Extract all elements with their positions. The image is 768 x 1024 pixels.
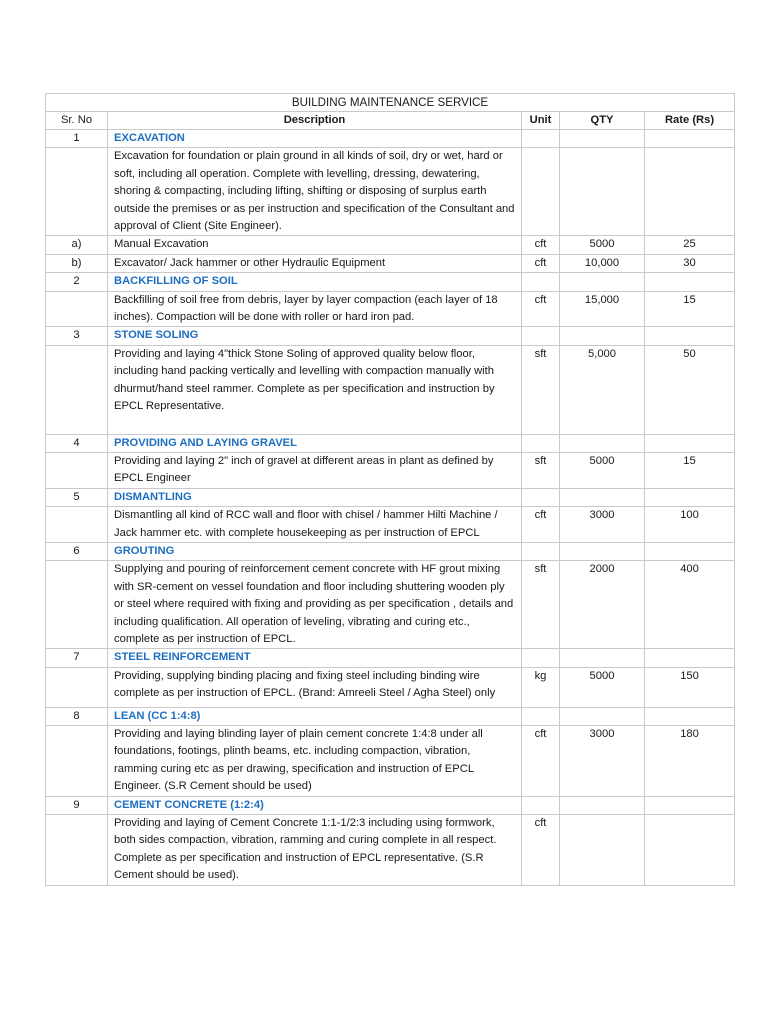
cell-rate <box>645 815 735 886</box>
cell-qty: 10,000 <box>560 254 645 272</box>
section-title: GROUTING <box>108 542 522 560</box>
cell-sr-no: a) <box>46 236 108 254</box>
cell-rate: 50 <box>645 345 735 434</box>
table-title: BUILDING MAINTENANCE SERVICE <box>46 94 735 112</box>
section-row <box>46 434 735 452</box>
cell-sr-no: 8 <box>46 707 108 725</box>
cell-rate <box>645 148 735 236</box>
cell-unit <box>522 130 560 148</box>
cell-sr-no <box>46 507 108 543</box>
cell-unit: cft <box>522 815 560 886</box>
cell-rate <box>645 273 735 291</box>
section-row <box>46 327 735 345</box>
item-row <box>46 254 735 272</box>
cell-qty: 3000 <box>560 507 645 543</box>
item-description: Excavator/ Jack hammer or other Hydraulic Equipment <box>108 254 522 272</box>
item-row <box>46 561 735 649</box>
cell-unit <box>522 707 560 725</box>
section-title: LEAN (CC 1:4:8) <box>108 707 522 725</box>
cell-unit <box>522 434 560 452</box>
rate-sheet <box>45 93 734 886</box>
header-qty: QTY <box>560 112 645 130</box>
section-row <box>46 273 735 291</box>
cell-qty: 5,000 <box>560 345 645 434</box>
cell-sr-no <box>46 815 108 886</box>
cell-sr-no <box>46 148 108 236</box>
cell-rate <box>645 649 735 667</box>
cell-qty <box>560 707 645 725</box>
section-row <box>46 130 735 148</box>
cell-qty <box>560 327 645 345</box>
cell-qty: 3000 <box>560 726 645 797</box>
cell-rate <box>645 434 735 452</box>
header-description: Description <box>108 112 522 130</box>
cell-rate: 180 <box>645 726 735 797</box>
cell-unit: cft <box>522 236 560 254</box>
header-unit: Unit <box>522 112 560 130</box>
cell-rate <box>645 542 735 560</box>
cell-qty <box>560 488 645 506</box>
cell-qty <box>560 649 645 667</box>
section-title: EXCAVATION <box>108 130 522 148</box>
item-description: Providing, supplying binding placing and fixing steel including binding wire complete as per instruction of EPCL. (Brand: Amreeli Steel / Agha Steel) only <box>108 667 522 707</box>
item-description: Providing and laying 2" inch of gravel at different areas in plant as defined by EPCL Engineer <box>108 452 522 488</box>
cell-unit: kg <box>522 667 560 707</box>
cell-rate: 400 <box>645 561 735 649</box>
cell-sr-no: 6 <box>46 542 108 560</box>
cell-unit <box>522 327 560 345</box>
item-description: Manual Excavation <box>108 236 522 254</box>
section-title: BACKFILLING OF SOIL <box>108 273 522 291</box>
cell-sr-no: 2 <box>46 273 108 291</box>
cell-rate: 100 <box>645 507 735 543</box>
cell-sr-no <box>46 291 108 327</box>
section-row <box>46 707 735 725</box>
cell-qty <box>560 542 645 560</box>
item-description: Providing and laying of Cement Concrete 1:1-1/2:3 including using formwork, both sides compaction, vibration, ramming and curing complete in all respect. Complete as per specification and instruction of EPCL representative. (S.R Cement should be used). <box>108 815 522 886</box>
cell-unit <box>522 273 560 291</box>
header-row <box>46 112 735 130</box>
item-row <box>46 236 735 254</box>
section-row <box>46 488 735 506</box>
title-row <box>46 94 735 112</box>
cell-qty <box>560 434 645 452</box>
cell-sr-no: 9 <box>46 796 108 814</box>
cell-rate: 150 <box>645 667 735 707</box>
item-row <box>46 345 735 434</box>
cell-qty: 5000 <box>560 236 645 254</box>
item-row <box>46 667 735 707</box>
item-row <box>46 291 735 327</box>
cell-unit: sft <box>522 345 560 434</box>
cell-sr-no <box>46 452 108 488</box>
cell-rate: 15 <box>645 452 735 488</box>
item-row <box>46 148 735 236</box>
section-title: PROVIDING AND LAYING GRAVEL <box>108 434 522 452</box>
cell-rate <box>645 796 735 814</box>
cell-unit <box>522 649 560 667</box>
cell-unit: cft <box>522 507 560 543</box>
section-row <box>46 796 735 814</box>
section-title: STEEL REINFORCEMENT <box>108 649 522 667</box>
header-sr-no: Sr. No <box>46 112 108 130</box>
cell-unit: sft <box>522 452 560 488</box>
cell-qty <box>560 130 645 148</box>
section-row <box>46 542 735 560</box>
cell-unit: sft <box>522 561 560 649</box>
cell-qty: 2000 <box>560 561 645 649</box>
cell-unit <box>522 148 560 236</box>
cell-qty: 5000 <box>560 452 645 488</box>
cell-sr-no: 5 <box>46 488 108 506</box>
item-description: Backfilling of soil free from debris, layer by layer compaction (each layer of 18 inches). Compaction will be done with roller or hard iron pad. <box>108 291 522 327</box>
cell-rate: 30 <box>645 254 735 272</box>
cell-unit <box>522 542 560 560</box>
cell-sr-no: 4 <box>46 434 108 452</box>
cell-unit: cft <box>522 254 560 272</box>
cell-qty: 5000 <box>560 667 645 707</box>
cell-sr-no: b) <box>46 254 108 272</box>
cell-sr-no <box>46 726 108 797</box>
cell-unit <box>522 488 560 506</box>
cell-rate: 15 <box>645 291 735 327</box>
cell-rate <box>645 327 735 345</box>
cell-qty <box>560 796 645 814</box>
cell-qty <box>560 148 645 236</box>
cell-unit: cft <box>522 291 560 327</box>
cell-sr-no: 3 <box>46 327 108 345</box>
section-row <box>46 649 735 667</box>
item-row <box>46 507 735 543</box>
item-row <box>46 815 735 886</box>
header-rate: Rate (Rs) <box>645 112 735 130</box>
item-description: Providing and laying 4"thick Stone Soling of approved quality below floor, including hand packing vertically and levelling with compaction manually with dhurmut/hand steel rammer. Complete as per specification and instruction by EPCL Representative. <box>108 345 522 434</box>
section-title: CEMENT CONCRETE (1:2:4) <box>108 796 522 814</box>
section-title: STONE SOLING <box>108 327 522 345</box>
item-description: Supplying and pouring of reinforcement cement concrete with HF grout mixing with SR-cement on vessel foundation and floor including shuttering wooden ply or steel where required with fixing and providing as per specification , details and including qualification. All operation of leveling, vibrating and curing etc., complete as per instruction of EPCL. <box>108 561 522 649</box>
item-row <box>46 452 735 488</box>
cell-rate <box>645 130 735 148</box>
cell-sr-no: 1 <box>46 130 108 148</box>
cell-sr-no <box>46 345 108 434</box>
cell-sr-no <box>46 667 108 707</box>
cell-sr-no: 7 <box>46 649 108 667</box>
item-row <box>46 726 735 797</box>
section-title: DISMANTLING <box>108 488 522 506</box>
cell-rate: 25 <box>645 236 735 254</box>
boq-table <box>45 93 735 886</box>
cell-sr-no <box>46 561 108 649</box>
item-description: Excavation for foundation or plain ground in all kinds of soil, dry or wet, hard or soft, including all operation. Complete with levelling, dressing, dewatering, shoring & compacting, including lifting, shifting or disposing of surplus earth outside the premises or as per instruction and specification of the Consultant and approval of Client (Site Engineer). <box>108 148 522 236</box>
cell-qty: 15,000 <box>560 291 645 327</box>
item-description: Dismantling all kind of RCC wall and floor with chisel / hammer Hilti Machine / Jack hammer etc. with complete housekeeping as per instruction of EPCL <box>108 507 522 543</box>
cell-unit: cft <box>522 726 560 797</box>
cell-unit <box>522 796 560 814</box>
cell-rate <box>645 488 735 506</box>
cell-qty <box>560 273 645 291</box>
item-description: Providing and laying blinding layer of plain cement concrete 1:4:8 under all foundations, footings, plinth beams, etc. including compaction, vibration, ramming curing etc as per drawing, specification and instruction of EPCL Engineer. (S.R Cement should be used) <box>108 726 522 797</box>
cell-rate <box>645 707 735 725</box>
cell-qty <box>560 815 645 886</box>
